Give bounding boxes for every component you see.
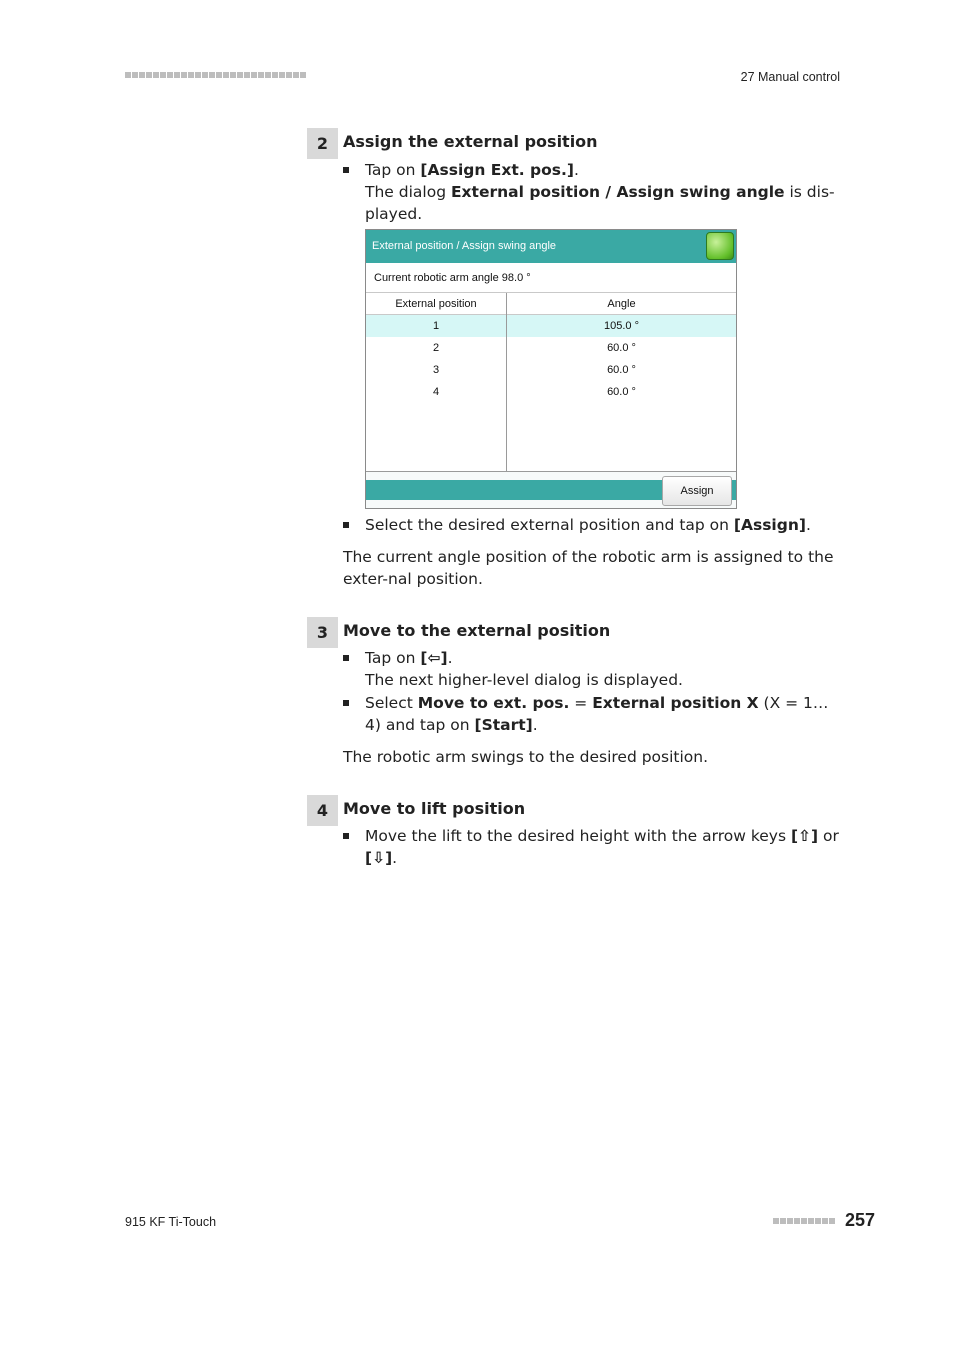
step-4-instructions (343, 825, 843, 869)
home-icon[interactable] (706, 232, 734, 260)
column-header-position: External position (366, 293, 506, 315)
step-number: 4 (307, 795, 338, 826)
list-item: Select the desired external position and tap on [Assign]. (343, 514, 843, 536)
assign-swing-angle-dialog (365, 229, 737, 509)
list-item: Tap on [Assign Ext. pos.]. The dialog External position / Assign swing angle is dis-played. (343, 159, 843, 225)
footer-decoration (773, 1218, 835, 1224)
chapter-title: 27 Manual control (740, 70, 840, 84)
step-number: 3 (307, 617, 338, 648)
step-3-result: The robotic arm swings to the desired position. (343, 748, 709, 766)
page-number: 257 (845, 1210, 876, 1230)
step-2-result: The current angle position of the robotic arm is assigned to the exter-nal position. (343, 548, 834, 588)
table-row[interactable]: 4 60.0 ° (432, 386, 636, 398)
step-title: Move to lift position (343, 799, 526, 818)
column-divider (506, 293, 507, 471)
divider (366, 471, 736, 472)
table-row[interactable]: 1 105.0 ° (366, 315, 736, 337)
list-item: Tap on [⇦]. The next higher-level dialog is displayed. (343, 647, 843, 691)
step-title: Assign the external position (343, 132, 598, 151)
dialog-title-bar (366, 230, 736, 263)
product-name: 915 KF Ti-Touch (125, 1215, 217, 1229)
table-row[interactable]: 2 60.0 ° (432, 342, 636, 354)
step-2-instructions-2 (343, 514, 843, 536)
list-item: Move the lift to the desired height with the arrow keys [⇧] or [⇩]. (343, 825, 843, 869)
header-decoration (125, 72, 306, 78)
column-header-angle: Angle (507, 293, 736, 315)
dialog-title: External position / Assign swing angle (372, 240, 557, 252)
step-number: 2 (307, 128, 338, 159)
step-title: Move to the external position (343, 621, 611, 640)
step-3-instructions (343, 647, 843, 736)
assign-button[interactable]: Assign (662, 476, 732, 506)
step-2-instructions (343, 159, 843, 225)
current-angle-info: Current robotic arm angle 98.0 ° (366, 263, 736, 293)
table-row[interactable]: 3 60.0 ° (432, 364, 636, 376)
positions-table (366, 293, 736, 471)
list-item: Select Move to ext. pos. = External position X (X = 1…4) and tap on [Start]. (343, 692, 843, 736)
